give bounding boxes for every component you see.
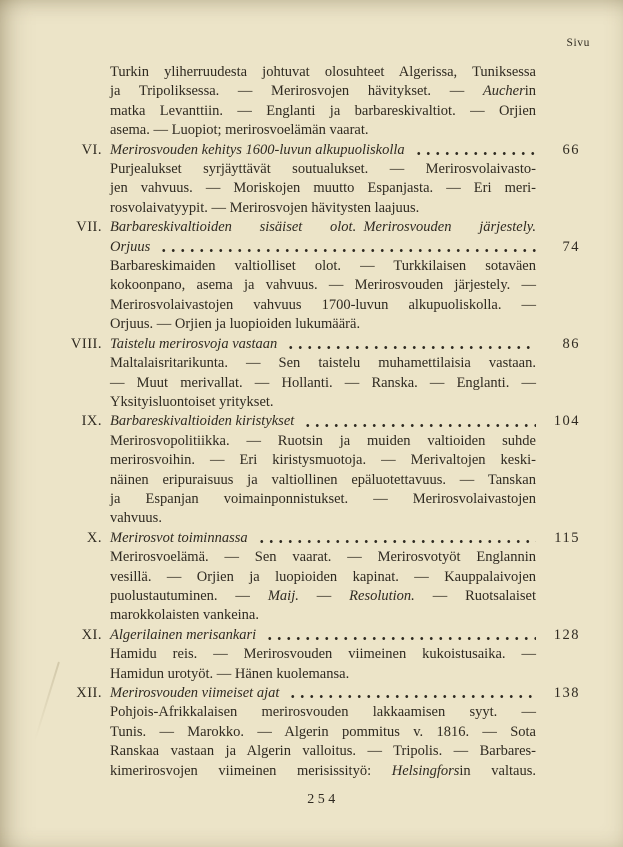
entry-description-line: Yksityisluontoiset yritykset. xyxy=(110,393,274,410)
entry-title: Algerilainen merisankari xyxy=(110,626,257,643)
entry-page-number: 104 xyxy=(553,413,580,430)
chapter-numeral: IX. xyxy=(81,413,102,430)
toc-entry xyxy=(70,335,580,413)
dot-leader xyxy=(265,636,536,641)
entry-heading-row xyxy=(110,238,580,257)
italicized-name: Helsingfors xyxy=(391,762,460,779)
entry-description-line: Pohjois-Afrikkalaisen merirosvouden lakkaamisen syyt. — xyxy=(110,704,536,721)
entry-heading-row xyxy=(110,335,580,354)
toc-entry xyxy=(86,529,580,626)
chapter-numeral: X. xyxy=(86,529,102,546)
entry-title: Merirosvouden viimeiset ajat xyxy=(110,685,280,701)
entry-description-line: jen vahvuus. — Moriskojen muutto Espanjasta. — Eri meri- xyxy=(110,180,536,197)
chapter-numeral: VII. xyxy=(76,219,102,236)
chapter-numeral: XII. xyxy=(76,685,102,701)
entry-description-line: Barbareskimaiden valtiolliset olot. — Turkkilaisen sotaväen xyxy=(110,258,536,275)
italicized-name: Aucher xyxy=(482,83,525,100)
entry-description-line: Merirosvopolitiikka. — Ruotsin ja muiden valtioiden suhde xyxy=(110,432,536,449)
entry-page-number: 66 xyxy=(562,141,580,158)
toc-entry xyxy=(81,412,580,528)
entry-title: Barbareskivaltioiden kiristykset xyxy=(110,413,295,430)
entry-description-line: vesillä. — Orjien ja luopioiden kapinat. — Kauppalaivojen xyxy=(110,568,536,585)
continuation-line: Turkin yliherruudesta johtuvat olosuhteet Algerissa, Tuniksessa xyxy=(110,64,536,80)
entry-heading-row xyxy=(110,141,580,160)
entry-description-line: Ranskaa vastaan ja Algerin valloitus. — Tripolis. — Barbares- xyxy=(110,743,536,760)
entry-title: Orjuus xyxy=(110,238,151,255)
entry-description-line: rosvolaivatyypit. — Merirosvojen hävitysten laajuus. xyxy=(110,199,420,216)
entry-title-line: Barbareskivaltioiden sisäiset olot. Merirosvouden järjestely. xyxy=(110,219,536,236)
entry-description-line: Hamidun urotyöt. — Hänen kuolemansa. xyxy=(110,665,350,682)
chapter-numeral: VI. xyxy=(81,141,102,158)
continuation-line: ja Tripoliksessa. — Merirosvojen hävitykset. — Aucherin xyxy=(110,83,536,100)
italicized-name: Maij. xyxy=(267,587,299,604)
dot-leader xyxy=(257,539,536,544)
entry-title: Merirosvot toiminnassa xyxy=(110,529,248,546)
page-number: 254 xyxy=(307,792,339,807)
entry-description-line: kimerirosvojen viimeinen merisissityö: Helsingforsin valtaus. xyxy=(110,762,536,779)
entry-title: Merirosvouden kehitys 1600-luvun alkupuoliskolla xyxy=(110,141,405,158)
page-column-header: Sivu xyxy=(566,37,590,49)
entry-description-line: näinen eripuraisuus ja valtiollinen epäluotettavuus. — Tanskan xyxy=(110,471,536,488)
entry-description-line: puolustautuminen. — Maij. — Resolution. — Ruotsalaiset xyxy=(110,587,536,604)
entry-description-line: — Muut merivallat. — Hollanti. — Ranska. — Englanti. — xyxy=(110,374,536,391)
toc-entry xyxy=(81,626,580,684)
dot-leader xyxy=(414,151,536,156)
entry-description-line: Merirosvoelämä. — Sen vaarat. — Merirosvotyöt Englannin xyxy=(110,549,536,566)
entry-description-line: merirosvoihin. — Eri kiristysmuotoja. — Merivaltojen keski- xyxy=(110,452,536,469)
entry-description-line: Purjealukset syrjäyttävät soutualukset. — Merirosvolaivasto- xyxy=(110,161,536,178)
entry-heading-row xyxy=(110,626,580,645)
entry-description-line: Tunis. — Marokko. — Algerin pommitus v. 1816. — Sota xyxy=(110,723,536,740)
entry-description-line: Hamidu reis. — Merirosvouden viimeinen kukoistusaika. — xyxy=(110,646,536,663)
italicized-name: Resolution. xyxy=(349,587,415,604)
entry-page-number: 115 xyxy=(554,529,580,546)
chapter-numeral: VIII. xyxy=(70,335,102,352)
entry-description-line: ja Espanjan voimainponnistukset. — Merirosvolaivastojen xyxy=(110,490,536,507)
entry-page-number: 86 xyxy=(562,335,580,352)
dot-leader xyxy=(286,345,536,350)
continuation-line: matka Levanttiin. — Englanti ja barbareskivaltiot. — Orjien xyxy=(110,102,536,119)
entry-description-line: kokoonpano, asema ja vahvuus. — Merirosvouden järjestely. — xyxy=(110,277,536,294)
entry-page-number: 128 xyxy=(553,626,580,643)
dot-leader xyxy=(159,248,536,253)
entry-description-line: marokkolaisten vankeina. xyxy=(110,607,259,624)
toc-entry xyxy=(81,141,580,219)
entry-page-number: 138 xyxy=(553,685,580,701)
entry-description-line: Maltalaisritarikunta. — Sen taistelu muhamettilaisia vastaan. xyxy=(110,355,536,372)
entry-description-line: vahvuus. xyxy=(110,510,162,527)
dot-leader xyxy=(288,694,536,699)
entry-heading-row xyxy=(110,529,580,548)
dot-leader xyxy=(303,423,536,428)
entry-description-line: Orjuus. — Orjien ja luopioiden lukumäärä. xyxy=(110,316,361,333)
chapter-numeral: XI. xyxy=(81,626,102,643)
toc-entry xyxy=(76,218,580,334)
toc-continuation-paragraph xyxy=(110,63,536,141)
toc-entry xyxy=(76,684,580,781)
entry-title: Taistelu merirosvoja vastaan xyxy=(110,335,278,352)
entry-page-number: 74 xyxy=(562,238,580,255)
toc-text-block xyxy=(70,63,580,781)
entry-heading-row xyxy=(110,684,580,703)
toc-entries-list xyxy=(70,141,580,781)
entry-description-line: Merirosvolaivastojen vahvuus 1700-luvun alkupuoliskolla. — xyxy=(110,296,536,313)
entry-heading-row xyxy=(110,412,580,431)
continuation-line: asema. — Luopiot; merirosvoelämän vaarat. xyxy=(110,122,369,139)
